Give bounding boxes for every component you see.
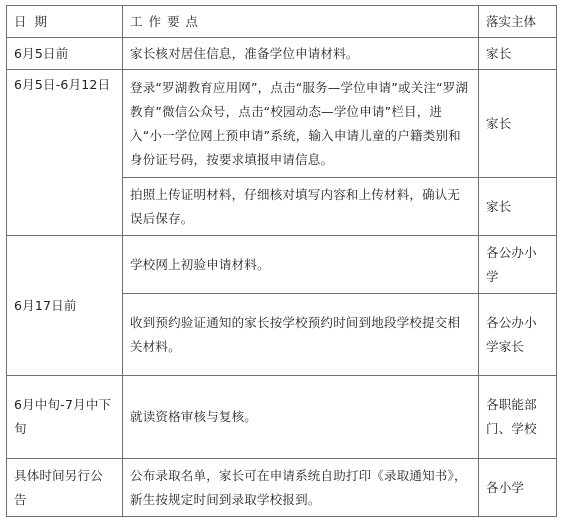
row-task: 收到预约验证通知的家长按学校预约时间到地段学校提交相关材料。 (123, 294, 479, 376)
header-owner: 落实主体 (479, 6, 557, 38)
table-header-row (7, 6, 557, 38)
header-task: 工 作 要 点 (123, 6, 479, 38)
table-row (7, 70, 557, 178)
row-task: 登录“罗湖教育应用网”，点击“服务—学位申请”或关注“罗湖教育”微信公众号，点击“校园动态—学位申请”栏目，进入“小一学位网上预申请”系统，输入申请儿童的户籍类别和身份证号码，按要求填报申请信息。 (123, 70, 479, 178)
row-owner: 各小学 (479, 459, 557, 517)
row-task: 拍照上传证明材料，仔细核对填写内容和上传材料，确认无误后保存。 (123, 178, 479, 236)
row-owner: 家长 (479, 70, 557, 178)
table-row (7, 236, 557, 294)
table-row (7, 459, 557, 517)
row-owner: 各职能部门、学校 (479, 376, 557, 459)
header-date: 日 期 (7, 6, 123, 38)
row-owner: 各公办小学 (479, 236, 557, 294)
row-owner: 家长 (479, 38, 557, 70)
row-task: 家长核对居住信息，准备学位申请材料。 (123, 38, 479, 70)
policy-table-wrapper (6, 5, 556, 517)
school-admission-schedule-table (6, 5, 557, 517)
row-date: 6月中旬-7月中下旬 (7, 376, 123, 459)
row-date: 6月5日-6月12日 (7, 70, 123, 236)
row-owner: 家长 (479, 178, 557, 236)
row-date: 6月5日前 (7, 38, 123, 70)
table-row (7, 38, 557, 70)
row-owner: 各公办小学家长 (479, 294, 557, 376)
table-row (7, 376, 557, 459)
row-task: 就读资格审核与复核。 (123, 376, 479, 459)
row-task: 公布录取名单，家长可在申请系统自助打印《录取通知书》，新生按规定时间到录取学校报到。 (123, 459, 479, 517)
row-date: 具体时间另行公告 (7, 459, 123, 517)
row-date: 6月17日前 (7, 236, 123, 376)
row-task: 学校网上初验申请材料。 (123, 236, 479, 294)
